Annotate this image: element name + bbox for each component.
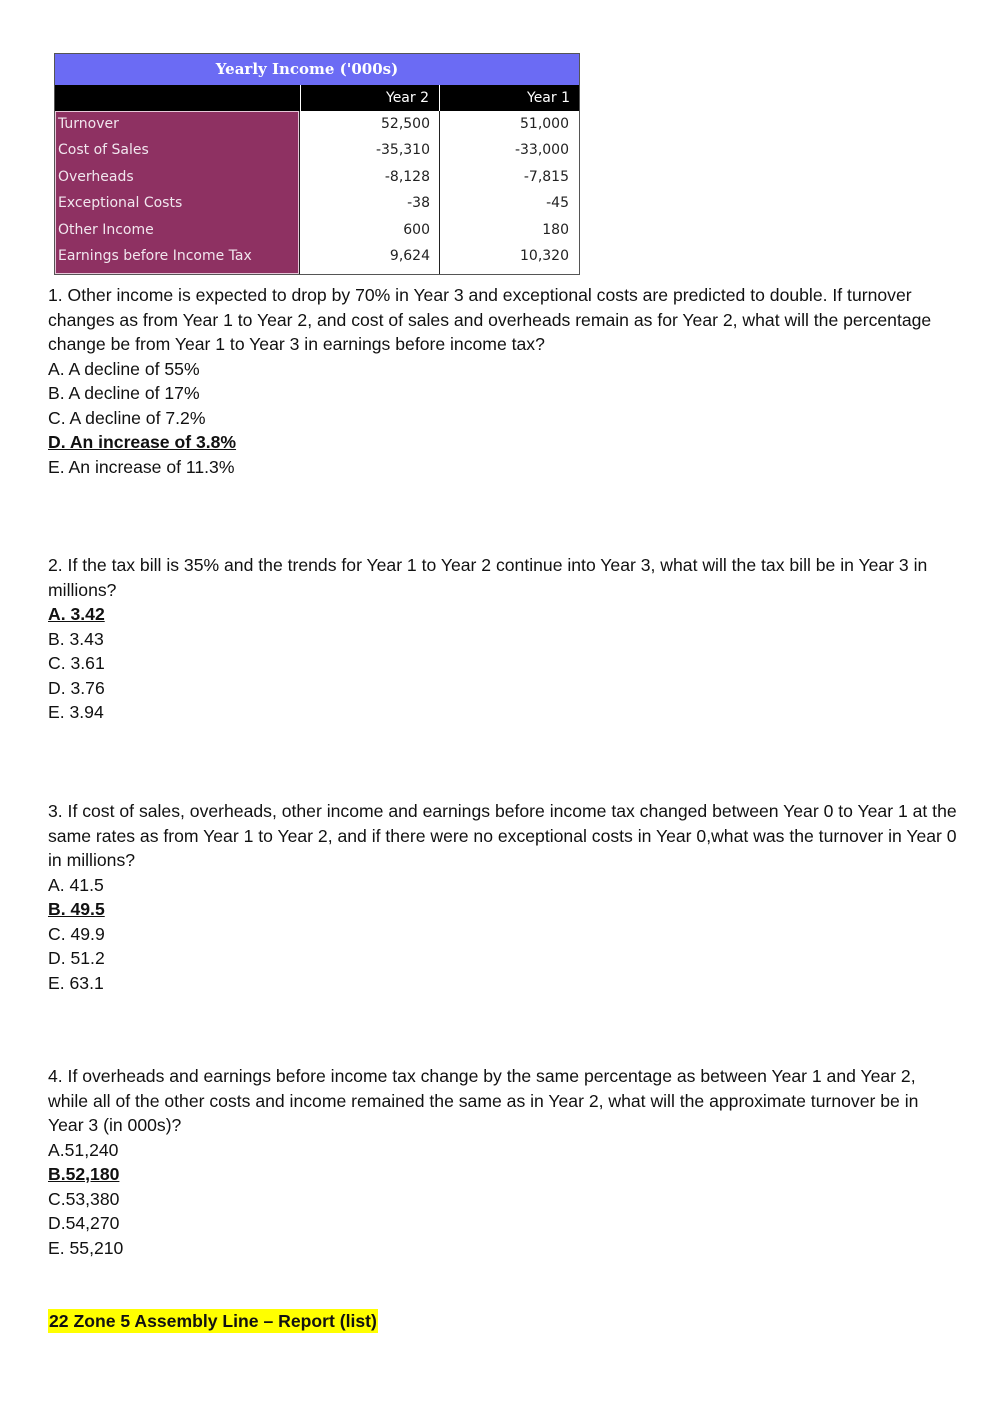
correct-answer-option: A. 3.42: [48, 604, 105, 624]
table-row-overheads: [55, 164, 579, 190]
table-row-cost-of-sales: [55, 137, 579, 163]
row-label: Exceptional Costs: [58, 195, 183, 212]
answer-option: B. A decline of 17%: [48, 383, 200, 403]
row-label: Other Income: [58, 221, 154, 238]
answer-option: E. An increase of 11.3%: [48, 456, 235, 477]
question-2: [48, 553, 958, 725]
question-text: 3. If cost of sales, overheads, other income and earnings before income tax changed between Year 0 to Year 1 at the same rates as from Year 1 to Year 2, and if there were no exceptional costs in Year 0,what was the turnover in Year 0 in millions?: [48, 801, 957, 870]
correct-answer-option: D. An increase of 3.8%: [48, 432, 237, 452]
cell-year-1: -7,815: [523, 168, 569, 185]
answer-option: E. 63.1: [48, 972, 104, 993]
question-3: [48, 799, 958, 995]
cell-year-1: 180: [542, 221, 569, 238]
cell-year-2: -38: [407, 195, 430, 212]
column-header-year-1: Year 1: [527, 90, 570, 106]
question-1: [48, 283, 958, 479]
row-label: Turnover: [58, 116, 119, 132]
answer-option: D. 3.76: [48, 677, 105, 698]
row-label: Earnings before Income Tax: [58, 248, 252, 264]
answer-option: D. 51.2: [48, 948, 105, 968]
row-label: Cost of Sales: [58, 142, 149, 159]
cell-year-1: -33,000: [514, 142, 569, 159]
answer-option: B. 3.43: [48, 628, 104, 649]
row-label: Overheads: [58, 168, 134, 185]
question-text: 1. Other income is expected to drop by 70% in Year 3 and exceptional costs are predicted to double. If turnover changes as from Year 1 to Year 2, and cost of sales and overheads remain as for Year 2, what will the percentage change be from Year 1 to Year 3 in earnings before income tax?: [48, 285, 932, 354]
cell-year-2: -35,310: [375, 142, 430, 159]
answer-option: A. 41.5: [48, 874, 104, 895]
cell-year-1: 51,000: [520, 116, 569, 132]
answer-option: C. 49.9: [48, 923, 105, 944]
correct-answer-option: B.52,180: [48, 1164, 120, 1184]
answer-option: D.54,270: [48, 1213, 120, 1233]
answer-option: A. A decline of 55%: [48, 358, 200, 379]
answer-option: E. 3.94: [48, 702, 104, 722]
table-row-turnover: [55, 111, 579, 137]
answer-option: C. 3.61: [48, 653, 105, 673]
answer-option: C.53,380: [48, 1188, 120, 1209]
cell-year-2: 52,500: [381, 116, 430, 132]
answer-option: A.51,240: [48, 1139, 119, 1160]
answer-option: E. 55,210: [48, 1237, 124, 1258]
cell-year-2: 600: [403, 221, 430, 238]
table-row-exceptional-costs: [55, 190, 579, 216]
section-heading: 22 Zone 5 Assembly Line – Report (list): [49, 1311, 377, 1331]
cell-year-1: 10,320: [520, 248, 569, 264]
cell-year-1: -45: [546, 195, 569, 212]
question-text: 4. If overheads and earnings before income tax change by the same percentage as between Year 1 and Year 2, while all of the other costs and income remained the same as in Year 2, what will the approximate turnover be in Year 3 (in 000s)?: [48, 1066, 919, 1135]
table-row-other-income: [55, 217, 579, 243]
table-row-earnings-before-income-tax: [55, 243, 579, 269]
cell-year-2: 9,624: [389, 248, 430, 264]
question-4: [48, 1064, 958, 1260]
yearly-income-table: [54, 53, 580, 275]
cell-year-2: -8,128: [384, 168, 430, 185]
answer-option: C. A decline of 7.2%: [48, 407, 206, 428]
table-header-row: [55, 85, 579, 111]
table-title: Yearly Income ('000s): [55, 54, 579, 85]
correct-answer-option: B. 49.5: [48, 899, 105, 919]
column-header-year-2: Year 2: [300, 85, 440, 111]
question-text: 2. If the tax bill is 35% and the trends for Year 1 to Year 2 continue into Year 3, what will the tax bill be in Year 3 in millions?: [48, 555, 928, 600]
